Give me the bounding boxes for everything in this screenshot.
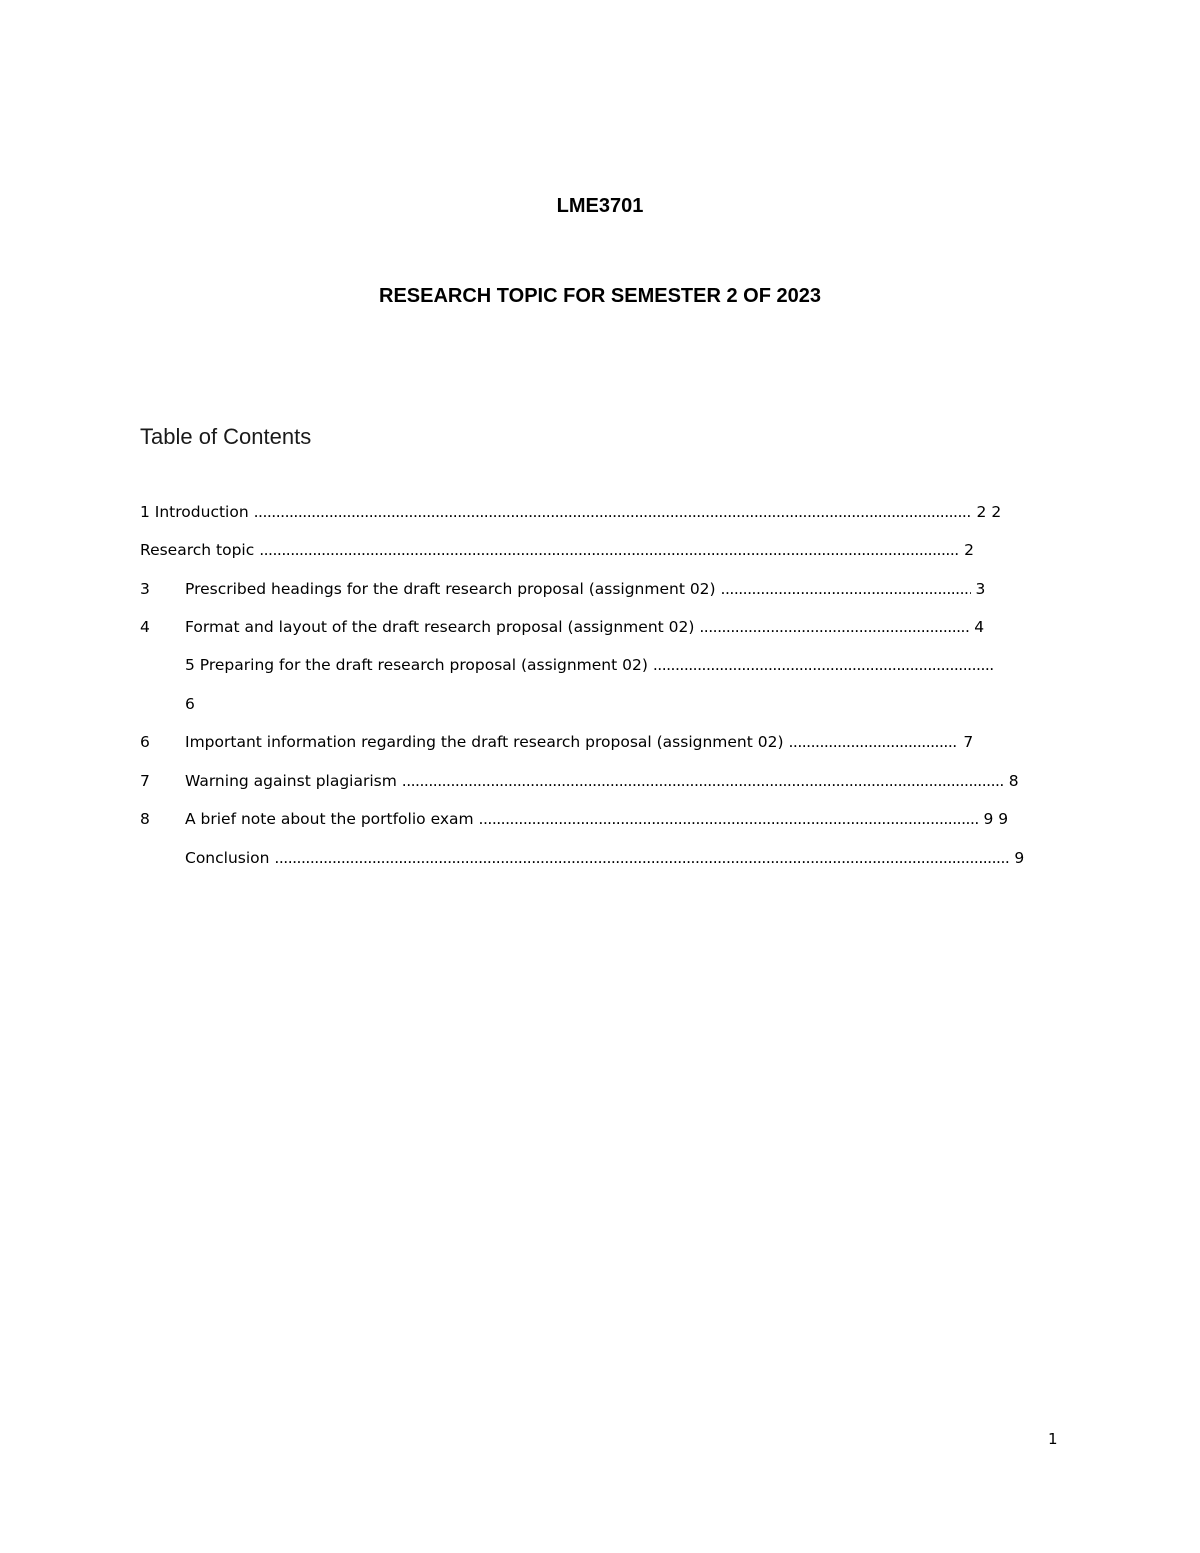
- toc-entry-number: 8: [140, 810, 150, 828]
- toc-entry-number: 6: [140, 733, 150, 751]
- toc-entry-page: 9 9: [983, 810, 1009, 828]
- document-code: LME3701: [556, 195, 644, 217]
- toc-entry[interactable]: [185, 771, 1019, 791]
- toc-leader: [402, 771, 1004, 791]
- toc-entry-text: Format and layout of the draft research proposal (assignment 02): [185, 618, 695, 636]
- toc-entry[interactable]: [185, 617, 984, 637]
- page-number: 1: [1048, 1430, 1058, 1448]
- toc-entry[interactable]: [185, 579, 985, 599]
- toc-entry-number: 3: [140, 580, 150, 598]
- toc-entry[interactable]: [185, 655, 993, 675]
- toc-entry-text: Warning against plagiarism: [185, 772, 397, 790]
- toc-leader: [254, 502, 972, 522]
- toc-entry[interactable]: [185, 732, 973, 752]
- toc-entry-continuation: [185, 694, 195, 714]
- toc-entry[interactable]: [185, 848, 1024, 868]
- toc-leader: [699, 617, 969, 637]
- document-heading: RESEARCH TOPIC FOR SEMESTER 2 OF 2023: [379, 285, 821, 307]
- toc-entry-page: 3: [975, 580, 986, 598]
- toc-entry-number: 4: [140, 618, 150, 636]
- toc-entry[interactable]: [140, 502, 1001, 522]
- toc-entry-text: A brief note about the portfolio exam: [185, 810, 474, 828]
- toc-leader: [788, 732, 958, 752]
- toc-entry-page: 7: [963, 733, 974, 751]
- toc-entry-page: 2 2: [976, 503, 1002, 521]
- toc-leader: [274, 848, 1009, 868]
- toc-leader: [479, 809, 979, 829]
- toc-entry-text: 5 Preparing for the draft research proposal (assignment 02): [185, 656, 648, 674]
- toc-entry-page: 4: [974, 618, 985, 636]
- toc-entry-page: 6: [185, 695, 195, 713]
- toc-entry-text: Important information regarding the draft research proposal (assignment 02): [185, 733, 784, 751]
- toc-entry[interactable]: [140, 540, 974, 560]
- toc-entry-number: 7: [140, 772, 150, 790]
- toc-leader: [653, 655, 993, 675]
- toc-entry-text: 1 Introduction: [140, 503, 249, 521]
- toc-leader: [721, 579, 971, 599]
- toc-entry-page: 2: [964, 541, 975, 559]
- toc-entry-text: Conclusion: [185, 849, 270, 867]
- toc-title: Table of Contents: [140, 424, 312, 449]
- toc-leader: [259, 540, 959, 560]
- toc-entry-page: 9: [1014, 849, 1025, 867]
- toc-entry-text: Prescribed headings for the draft research proposal (assignment 02): [185, 580, 716, 598]
- toc-entry[interactable]: [185, 809, 1008, 829]
- toc-entry-page: 8: [1008, 772, 1019, 790]
- toc-entry-text: Research topic: [140, 541, 255, 559]
